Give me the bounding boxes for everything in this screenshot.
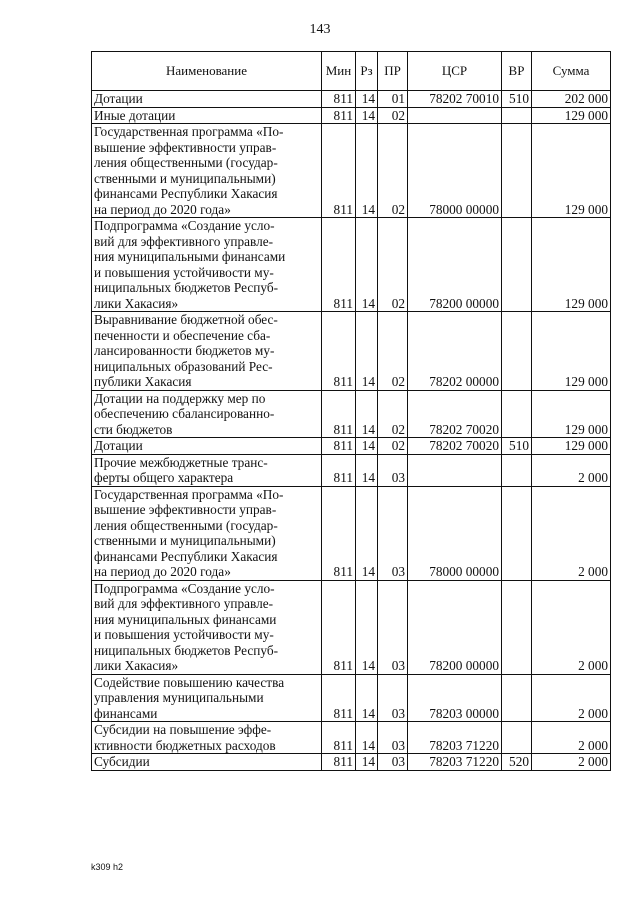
row-name: Субсидии — [92, 754, 322, 771]
row-rz: 14 — [356, 312, 378, 391]
row-pr: 02 — [378, 124, 408, 218]
row-sum: 2 000 — [532, 454, 611, 486]
table-row — [92, 486, 611, 580]
row-name: Дотации — [92, 91, 322, 108]
footer-code: k309 h2 — [91, 862, 124, 872]
row-vr: 510 — [502, 438, 532, 455]
row-pr: 03 — [378, 454, 408, 486]
row-csr: 78203 71220 — [408, 722, 502, 754]
row-sum: 129 000 — [532, 438, 611, 455]
row-csr: 78200 00000 — [408, 218, 502, 312]
table-row — [92, 454, 611, 486]
row-sum: 2 000 — [532, 722, 611, 754]
row-vr — [502, 218, 532, 312]
row-pr: 03 — [378, 722, 408, 754]
row-vr — [502, 674, 532, 722]
header-rz: Рз — [356, 52, 378, 91]
row-sum: 2 000 — [532, 486, 611, 580]
row-rz: 14 — [356, 124, 378, 218]
row-min: 811 — [322, 674, 356, 722]
row-min: 811 — [322, 580, 356, 674]
row-pr: 02 — [378, 218, 408, 312]
row-name: Государственная программа «По- вышение эффективности управ- ления общественными (государ- ственными и муниципальными) финансами Республики Хакасия на период до 2020 года» — [92, 124, 322, 218]
row-csr — [408, 107, 502, 124]
page-number: 143 — [309, 22, 331, 37]
row-csr: 78200 00000 — [408, 580, 502, 674]
row-sum: 2 000 — [532, 754, 611, 771]
table-row — [92, 124, 611, 218]
table-row — [92, 722, 611, 754]
row-vr — [502, 390, 532, 438]
row-min: 811 — [322, 486, 356, 580]
row-vr — [502, 107, 532, 124]
row-pr: 02 — [378, 312, 408, 391]
budget-table — [91, 51, 611, 771]
row-rz: 14 — [356, 722, 378, 754]
header-csr: ЦСР — [408, 52, 502, 91]
row-min: 811 — [322, 722, 356, 754]
row-rz: 14 — [356, 454, 378, 486]
row-pr: 03 — [378, 486, 408, 580]
row-rz: 14 — [356, 438, 378, 455]
row-min: 811 — [322, 91, 356, 108]
row-name: Подпрограмма «Создание усло- вий для эффективного управле- ния муниципальными финансами и повышения устойчивости му- ниципальных бюджетов Респуб- лики Хакасия» — [92, 218, 322, 312]
row-csr: 78000 00000 — [408, 486, 502, 580]
row-csr: 78202 00000 — [408, 312, 502, 391]
row-pr: 03 — [378, 580, 408, 674]
row-min: 811 — [322, 107, 356, 124]
table-row — [92, 754, 611, 771]
row-name: Дотации — [92, 438, 322, 455]
row-rz: 14 — [356, 91, 378, 108]
row-csr: 78203 00000 — [408, 674, 502, 722]
table-row — [92, 218, 611, 312]
row-name: Содействие повышению качества управления муниципальными финансами — [92, 674, 322, 722]
row-pr: 03 — [378, 754, 408, 771]
row-min: 811 — [322, 438, 356, 455]
row-min: 811 — [322, 390, 356, 438]
row-vr — [502, 580, 532, 674]
row-sum: 202 000 — [532, 91, 611, 108]
row-rz: 14 — [356, 390, 378, 438]
row-rz: 14 — [356, 107, 378, 124]
row-min: 811 — [322, 754, 356, 771]
row-sum: 129 000 — [532, 124, 611, 218]
row-sum: 2 000 — [532, 580, 611, 674]
row-name: Иные дотации — [92, 107, 322, 124]
row-rz: 14 — [356, 218, 378, 312]
header-min: Мин — [322, 52, 356, 91]
table-header — [92, 52, 611, 91]
table-row — [92, 390, 611, 438]
row-sum: 129 000 — [532, 107, 611, 124]
row-pr: 03 — [378, 674, 408, 722]
row-name: Прочие межбюджетные транс- ферты общего характера — [92, 454, 322, 486]
row-csr: 78203 71220 — [408, 754, 502, 771]
header-row — [92, 52, 611, 91]
table-row — [92, 438, 611, 455]
row-vr — [502, 722, 532, 754]
row-min: 811 — [322, 124, 356, 218]
row-sum: 2 000 — [532, 674, 611, 722]
row-name: Дотации на поддержку мер по обеспечению сбалансированно- сти бюджетов — [92, 390, 322, 438]
row-sum: 129 000 — [532, 390, 611, 438]
row-pr: 02 — [378, 390, 408, 438]
header-name: Наименование — [92, 52, 322, 91]
row-csr: 78202 70020 — [408, 438, 502, 455]
row-name: Субсидии на повышение эффе- ктивности бюджетных расходов — [92, 722, 322, 754]
row-vr: 520 — [502, 754, 532, 771]
row-vr — [502, 312, 532, 391]
row-pr: 02 — [378, 107, 408, 124]
header-pr: ПР — [378, 52, 408, 91]
header-vr: ВР — [502, 52, 532, 91]
table-row — [92, 107, 611, 124]
table-row — [92, 91, 611, 108]
row-min: 811 — [322, 312, 356, 391]
row-csr: 78000 00000 — [408, 124, 502, 218]
table-row — [92, 312, 611, 391]
row-rz: 14 — [356, 674, 378, 722]
row-sum: 129 000 — [532, 218, 611, 312]
row-min: 811 — [322, 454, 356, 486]
table-body — [92, 91, 611, 771]
row-name: Выравнивание бюджетной обес- печенности и обеспечение сба- лансированности бюджетов му- ниципальных образований Рес- публики Хакасия — [92, 312, 322, 391]
row-name: Государственная программа «По- вышение эффективности управ- ления общественными (государ- ственными и муниципальными) финансами Республики Хакасия на период до 2020 года» — [92, 486, 322, 580]
row-rz: 14 — [356, 580, 378, 674]
row-vr — [502, 124, 532, 218]
table-row — [92, 580, 611, 674]
row-pr: 01 — [378, 91, 408, 108]
row-rz: 14 — [356, 754, 378, 771]
row-rz: 14 — [356, 486, 378, 580]
table-row — [92, 674, 611, 722]
row-csr — [408, 454, 502, 486]
row-csr: 78202 70020 — [408, 390, 502, 438]
row-pr: 02 — [378, 438, 408, 455]
row-vr: 510 — [502, 91, 532, 108]
row-vr — [502, 486, 532, 580]
header-sum: Сумма — [532, 52, 611, 91]
row-name: Подпрограмма «Создание усло- вий для эффективного управле- ния муниципальных финансами и повышения устойчивости му- ниципальных бюджетов Респуб- лики Хакасия» — [92, 580, 322, 674]
row-min: 811 — [322, 218, 356, 312]
row-sum: 129 000 — [532, 312, 611, 391]
row-vr — [502, 454, 532, 486]
row-csr: 78202 70010 — [408, 91, 502, 108]
